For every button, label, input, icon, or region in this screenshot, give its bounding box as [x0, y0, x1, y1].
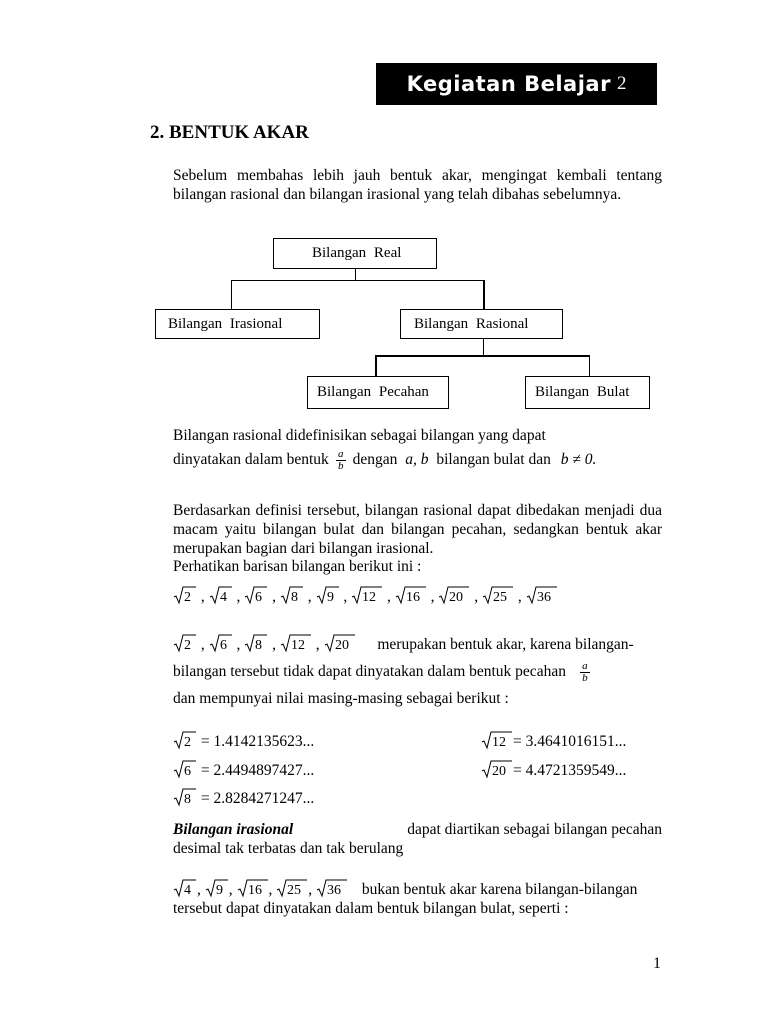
irasional-def-a: dapat diartikan sebagai bilangan pecahan — [407, 821, 662, 838]
square-root — [276, 878, 308, 899]
surd-line — [173, 633, 662, 654]
svg-text:20: 20 — [449, 590, 464, 605]
svg-text:6: 6 — [219, 638, 227, 653]
separator: , — [232, 588, 245, 605]
svg-text:9: 9 — [326, 590, 334, 605]
diagram-node-bulat-label: Bilangan Bulat — [535, 384, 630, 400]
separator: , — [268, 636, 280, 653]
square-root — [324, 633, 356, 654]
square-root — [244, 585, 268, 606]
diagram-node-real-label: Bilangan Real — [312, 245, 402, 261]
square-root — [244, 633, 268, 654]
fraction-a-over-b-2 — [580, 661, 590, 684]
def-text-b: dengan — [352, 451, 398, 469]
surd-list — [173, 636, 356, 653]
connector — [589, 355, 590, 376]
square-root — [395, 585, 427, 606]
svg-text:2: 2 — [184, 590, 191, 605]
square-root — [173, 787, 197, 808]
def-text-c: bilangan bulat dan — [436, 451, 551, 469]
separator: , — [268, 588, 280, 605]
frac-num: a — [337, 448, 344, 460]
surd-text-a: merupakan bentuk akar, karena bilangan- — [377, 636, 634, 653]
svg-text:25: 25 — [287, 883, 302, 898]
non-surd-list — [173, 881, 348, 898]
separator: , — [197, 588, 209, 605]
connector — [483, 280, 485, 309]
square-root — [205, 878, 229, 899]
separator: , — [514, 588, 526, 605]
square-root — [280, 633, 312, 654]
surd-line-3: dan mempunyai nilai masing-masing sebagai berikut : — [173, 690, 509, 707]
chapter-title: Kegiatan Belajar — [406, 72, 611, 96]
separator: , — [308, 881, 316, 898]
separator: , — [339, 588, 352, 605]
page-number: 1 — [653, 955, 661, 972]
irasional-def-b: desimal tak terbatas dan tak berulang — [173, 840, 404, 857]
svg-text:12: 12 — [492, 735, 506, 750]
frac-den: b — [337, 460, 344, 472]
svg-text:25: 25 — [493, 590, 507, 605]
connector — [375, 355, 377, 376]
square-root — [173, 730, 197, 751]
square-root — [438, 585, 470, 606]
non-surd-line-2: tersebut dapat dinyatakan dalam bentuk bilangan bulat, seperti : — [173, 900, 569, 917]
root-sequence — [173, 585, 558, 606]
square-root — [173, 759, 197, 780]
value-text: = 2.4494897427... — [197, 762, 315, 779]
square-root — [237, 878, 269, 899]
def-condition: b ≠ 0. — [560, 451, 597, 469]
surd-text-b: bilangan tersebut tidak dapat dinyatakan dalam bentuk pecahan — [173, 663, 566, 681]
square-root — [316, 585, 340, 606]
square-root — [173, 633, 197, 654]
diagram-node-irasional-label: Bilangan Irasional — [168, 315, 283, 332]
svg-text:20: 20 — [492, 764, 506, 779]
diagram-node-irasional — [155, 309, 320, 339]
separator: , — [470, 588, 482, 605]
value-text: = 1.4142135623... — [197, 733, 315, 750]
separator: , — [268, 881, 277, 898]
svg-text:6: 6 — [184, 764, 191, 779]
separator: , — [311, 636, 324, 653]
square-root — [209, 585, 233, 606]
square-root — [351, 585, 383, 606]
value-row — [481, 730, 626, 751]
svg-text:12: 12 — [362, 590, 377, 605]
separator: , — [383, 588, 395, 605]
separator: , — [197, 636, 209, 653]
svg-text:8: 8 — [184, 792, 191, 807]
square-root — [209, 633, 233, 654]
definition-line1: Bilangan rasional didefinisikan sebagai bilangan yang dapat — [173, 427, 546, 444]
non-surd-line — [173, 878, 662, 899]
value-row — [481, 759, 626, 780]
fraction-a-over-b — [336, 449, 346, 472]
square-root — [481, 759, 513, 780]
connector — [231, 280, 484, 281]
chapter-header — [376, 63, 657, 105]
def-text-a: dinyatakan dalam bentuk — [173, 451, 329, 469]
svg-text:8: 8 — [255, 638, 263, 653]
paragraph-2-text: Berdasarkan definisi tersebut, bilangan rasional dapat dibedakan menjadi dua macam yaitu bilangan bulat dan bilangan pecahan, sedangkan bentuk akar merupakan bagian dari bilangan irasional. — [173, 502, 662, 557]
svg-text:20: 20 — [334, 638, 349, 653]
diagram-node-bulat — [525, 376, 650, 409]
def-vars: a, b — [405, 451, 429, 469]
square-root — [482, 585, 514, 606]
svg-text:4: 4 — [219, 590, 227, 605]
svg-text:12: 12 — [290, 638, 305, 653]
intro-paragraph — [173, 166, 662, 204]
svg-text:16: 16 — [247, 883, 262, 898]
value-text: = 4.4721359549... — [513, 762, 627, 779]
connector — [375, 355, 590, 357]
svg-text:36: 36 — [327, 883, 341, 898]
connector — [483, 339, 484, 355]
value-text: = 3.4641016151... — [513, 733, 627, 750]
diagram-node-real — [273, 238, 437, 269]
paragraph-2-last: Perhatikan barisan bilangan berikut ini : — [173, 558, 422, 575]
svg-text:4: 4 — [184, 883, 191, 898]
value-row — [173, 759, 314, 780]
square-root — [173, 585, 197, 606]
separator: , — [232, 636, 245, 653]
chapter-number: 2 — [616, 73, 627, 94]
frac-den: b — [582, 672, 588, 684]
definition-line2 — [173, 449, 596, 472]
diagram-node-pecahan-label: Bilangan Pecahan — [317, 384, 429, 400]
intro-text: Sebelum membahas lebih jauh bentuk akar, mengingat kembali tentang bilangan rasional dan bilangan irasional yang telah dibahas sebelumnya. — [173, 167, 662, 203]
square-root — [526, 585, 558, 606]
irasional-definition — [173, 820, 662, 858]
svg-text:16: 16 — [405, 590, 420, 605]
diagram-node-rasional-label: Bilangan Rasional — [414, 315, 529, 332]
svg-text:2: 2 — [184, 638, 191, 653]
svg-text:8: 8 — [290, 590, 298, 605]
non-surd-text-a: bukan bentuk akar karena bilangan-bilangan — [361, 881, 638, 898]
surd-line-2 — [173, 661, 593, 684]
svg-text:2: 2 — [184, 735, 191, 750]
square-root — [316, 878, 348, 899]
svg-text:36: 36 — [536, 590, 551, 605]
value-text: = 2.8284271247... — [197, 790, 315, 807]
separator: , — [228, 881, 237, 898]
square-root — [481, 730, 513, 751]
irasional-term: Bilangan irasional — [173, 821, 294, 838]
diagram-node-rasional — [400, 309, 563, 339]
square-root — [173, 878, 197, 899]
square-root — [280, 585, 304, 606]
paragraph-2 — [173, 501, 662, 558]
separator: , — [197, 881, 205, 898]
separator: , — [303, 588, 316, 605]
value-row — [173, 787, 314, 808]
separator: , — [426, 588, 439, 605]
svg-text:9: 9 — [215, 883, 223, 898]
connector — [231, 280, 232, 309]
section-heading: 2. BENTUK AKAR — [150, 122, 309, 143]
frac-num: a — [582, 660, 588, 672]
svg-text:6: 6 — [255, 590, 263, 605]
value-row — [173, 730, 314, 751]
diagram-node-pecahan — [307, 376, 449, 409]
